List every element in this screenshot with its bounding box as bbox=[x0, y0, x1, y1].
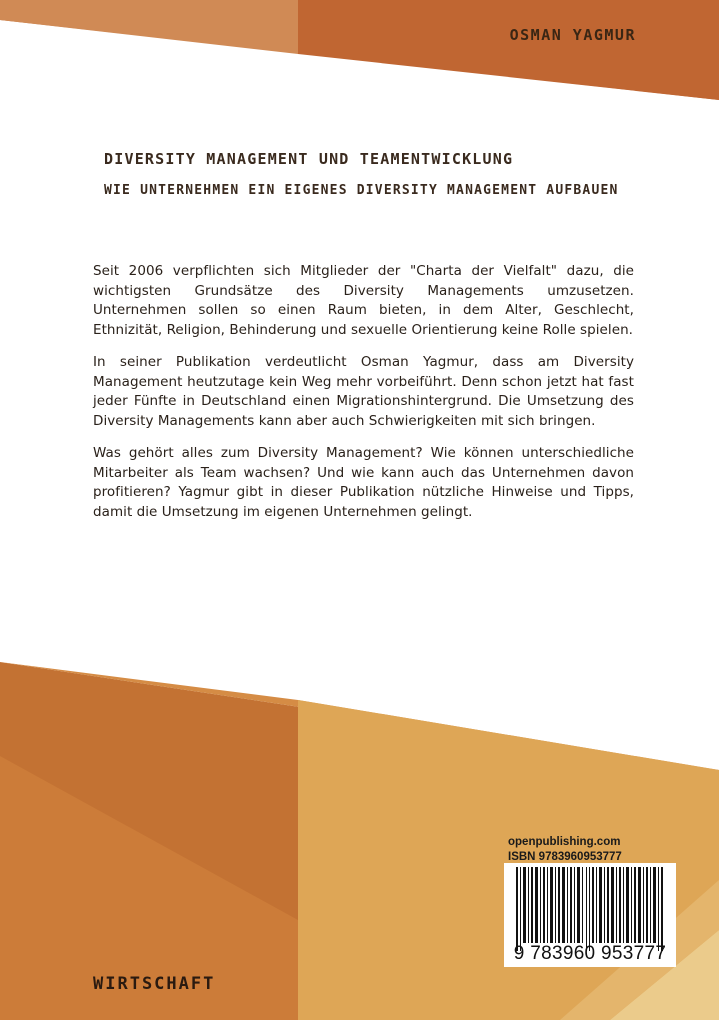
blurb bbox=[93, 262, 634, 535]
book-subtitle: WIE UNTERNEHMEN EIN EIGENES DIVERSITY MANAGEMENT AUFBAUEN bbox=[104, 183, 619, 198]
category-label: WIRTSCHAFT bbox=[93, 974, 216, 994]
blurb-paragraph: Was gehört alles zum Diversity Management? Wie können unterschiedliche Mitarbeiter als Team wachsen? Und wie kann auch das Unternehmen davon profitieren? Yagmur gibt in dieser Publikation nützliche Hinweise und Tipps, damit die Umsetzung im eigenen Unternehmen gelingt. bbox=[93, 445, 634, 520]
barcode bbox=[504, 863, 676, 967]
isbn-label: ISBN 9783960953777 bbox=[508, 851, 622, 863]
top-band-right bbox=[298, 0, 719, 100]
blurb-paragraph: In seiner Publikation verdeutlicht Osman Yagmur, dass am Diversity Management heutzutage kein Weg mehr vorbeiführt. Denn schon jetzt hat fast jeder Fünfte in Deutschland einen Migrationshintergrund. Die Umsetzung des Diversity Managements kann aber auch Schwierigkeiten mit sich bringen. bbox=[93, 354, 634, 429]
blurb-paragraph: Seit 2006 verpflichten sich Mitglieder der "Charta der Vielfalt" dazu, die wichtigsten Grundsätze des Diversity Managements umzusetzen. Unternehmen sollen so einen Raum bieten, in dem Alter, Geschlecht, Ethnizität, Religion, Behinderung und sexuelle Orientierung keine Rolle spielen. bbox=[93, 263, 634, 338]
barcode-number: 9 783960 953777 bbox=[513, 943, 667, 964]
publisher-url: openpublishing.com bbox=[508, 836, 621, 848]
book-title: DIVERSITY MANAGEMENT UND TEAMENTWICKLUNG bbox=[104, 150, 514, 168]
author-name: OSMAN YAGMUR bbox=[509, 26, 636, 44]
